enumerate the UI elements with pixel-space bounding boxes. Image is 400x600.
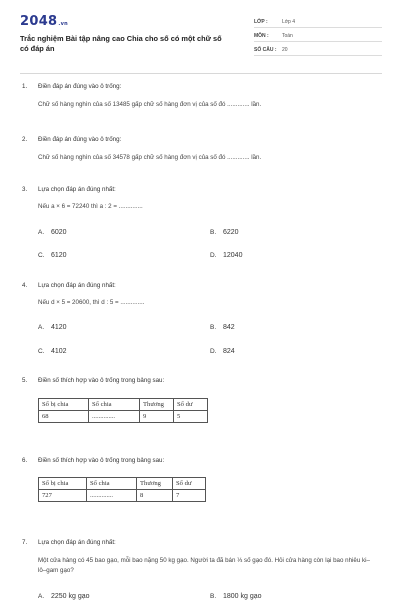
question-body: Một cửa hàng có 45 bao gạo, mỗi bao nặng 50 kg gạo. Người ta đã bán ⅓ số gạo đó. Hỏi cửa hàng còn lại bao nhiêu ki–lô–gam gạo? (38, 557, 370, 574)
option-letter: A. (38, 229, 45, 236)
question-2 (22, 135, 377, 163)
header-divider (20, 73, 382, 74)
question-number: 6. (22, 457, 28, 464)
table-header-row (39, 399, 208, 411)
question-number: 5. (22, 377, 28, 384)
table-row (39, 411, 208, 423)
site-logo[interactable] (20, 14, 68, 29)
option-text: 842 (223, 324, 235, 331)
meta-key: SỐ CÂU : (254, 47, 277, 53)
table-row (39, 490, 206, 502)
table-cell: 7 (173, 490, 206, 502)
document-title: Trắc nghiệm Bài tập nâng cao Chia cho số có một chữ số có đáp án (20, 34, 222, 53)
logo-text: 2048 (20, 14, 58, 29)
meta-row-class (254, 14, 382, 28)
meta-value: Lớp 4 (282, 19, 296, 25)
question-7 (22, 538, 377, 600)
option-letter: B. (210, 229, 217, 236)
option-d[interactable] (210, 348, 360, 355)
question-prompt (22, 456, 377, 466)
option-letter: B. (210, 324, 217, 331)
option-letter: C. (38, 252, 45, 259)
table-cell: 727 (39, 490, 87, 502)
question-prompt (22, 82, 377, 92)
prompt-text: Lựa chọn đáp án đúng nhất: (38, 186, 116, 193)
option-text: 4102 (51, 348, 67, 355)
option-text: 6120 (51, 252, 67, 259)
table-header-row (39, 478, 206, 490)
prompt-text: Lựa chọn đáp án đúng nhất: (38, 539, 116, 546)
option-text: 6020 (51, 229, 67, 236)
logo-suffix: .vn (58, 21, 69, 27)
document-header (20, 14, 382, 66)
option-a[interactable] (38, 324, 188, 331)
question-prompt (22, 376, 377, 386)
meta-value: Toán (282, 33, 293, 39)
question-number: 3. (22, 186, 28, 193)
option-letter: D. (210, 252, 217, 259)
option-a[interactable] (38, 593, 188, 600)
table-header-cell: Số chia (87, 478, 137, 490)
meta-value: 20 (282, 47, 288, 53)
option-text: 4120 (51, 324, 67, 331)
question-6 (22, 456, 377, 516)
prompt-text: Lựa chọn đáp án đúng nhất: (38, 282, 116, 289)
prompt-text: Điền số thích hợp vào ô trống trong bảng sau: (38, 377, 165, 384)
question-prompt (22, 135, 377, 145)
option-c[interactable] (38, 348, 188, 355)
option-text: 12040 (223, 252, 243, 259)
answer-blank[interactable]: .............. (87, 490, 137, 502)
question-body: Nếu d × 5 = 20600, thì d : 5 = .............. (38, 299, 145, 306)
fill-table (38, 477, 206, 502)
option-letter: C. (38, 348, 45, 355)
question-body: Nếu a × 6 = 72240 thì a : 2 = .............. (38, 203, 143, 210)
option-b[interactable] (210, 229, 360, 236)
option-letter: A. (38, 593, 45, 600)
option-text: 1800 kg gạo (223, 593, 262, 600)
table-header-cell: Thương (140, 399, 174, 411)
question-number: 7. (22, 539, 28, 546)
question-3 (22, 185, 377, 265)
table-cell: 9 (140, 411, 174, 423)
meta-key: LỚP : (254, 19, 268, 25)
table-cell: 8 (137, 490, 173, 502)
table-header-cell: Thương (137, 478, 173, 490)
question-body: Chữ số hàng nghìn của số 34578 gấp chữ số hàng đơn vị của số đó ............. lần. (38, 154, 262, 161)
fill-table (38, 398, 208, 423)
meta-key: MÔN : (254, 33, 269, 39)
answer-blank[interactable]: .............. (89, 411, 140, 423)
table-header-cell: Số dư (173, 478, 206, 490)
meta-row-subject (254, 28, 382, 42)
option-d[interactable] (210, 252, 360, 259)
option-letter: B. (210, 593, 217, 600)
table-header-cell: Số dư (174, 399, 208, 411)
prompt-text: Điền đáp án đúng vào ô trống: (38, 83, 122, 90)
meta-row-count (254, 42, 382, 56)
question-prompt (22, 185, 377, 195)
option-c[interactable] (38, 252, 188, 259)
question-number: 1. (22, 83, 28, 90)
option-text: 824 (223, 348, 235, 355)
meta-info (254, 14, 382, 56)
question-4 (22, 281, 377, 361)
question-number: 4. (22, 282, 28, 289)
table-header-cell: Số chia (89, 399, 140, 411)
table-header-cell: Số bị chia (39, 399, 89, 411)
question-body: Chữ số hàng nghìn của số 13485 gấp chữ số hàng đơn vị của số đó ............. lần. (38, 101, 262, 108)
prompt-text: Điền đáp án đúng vào ô trống: (38, 136, 122, 143)
option-letter: D. (210, 348, 217, 355)
option-b[interactable] (210, 324, 360, 331)
table-header-cell: Số bị chia (39, 478, 87, 490)
prompt-text: Điền số thích hợp vào ô trống trong bảng sau: (38, 457, 165, 464)
question-prompt (22, 281, 377, 291)
question-prompt (22, 538, 377, 548)
table-cell: 68 (39, 411, 89, 423)
option-text: 2250 kg gạo (51, 593, 90, 600)
option-a[interactable] (38, 229, 188, 236)
question-number: 2. (22, 136, 28, 143)
option-letter: A. (38, 324, 45, 331)
table-cell: 5 (174, 411, 208, 423)
option-text: 6220 (223, 229, 239, 236)
question-1 (22, 82, 377, 110)
question-5 (22, 376, 377, 436)
option-b[interactable] (210, 593, 360, 600)
